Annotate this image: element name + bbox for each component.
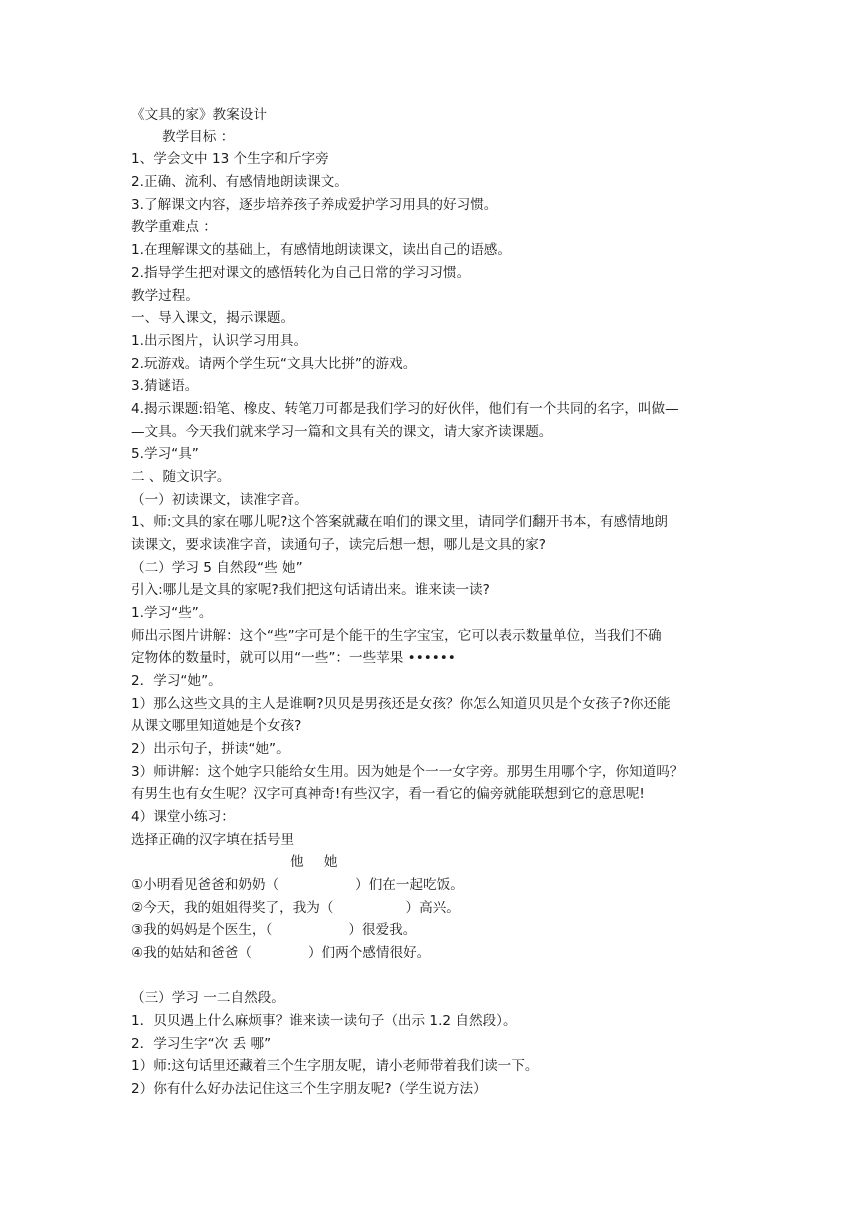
part1-item: 1.出示图片，认识学习用具。 <box>131 333 308 349</box>
sec2-line: 1）那么这些文具的主人是谁啊?贝贝是男孩还是女孩？你怎么知道贝贝是个女孩子?你还能 <box>131 696 671 712</box>
part1-item: —文具。今天我们就来学习一篇和文具有关的课文，请大家齐读课题。 <box>131 424 553 440</box>
sec2-line: 师出示图片讲解：这个“些”字可是个能干的生字宝宝，它可以表示数量单位，当我们不确 <box>131 628 662 644</box>
document-title: 《文具的家》教案设计 <box>131 107 267 123</box>
sec2-line: 定物体的数量时，就可以用“一些”：一些苹果 •••••• <box>131 650 456 666</box>
goal-item: 1、学会文中 13 个生字和斤字旁 <box>131 151 329 167</box>
part2-heading: 二 、随文识字。 <box>131 469 231 485</box>
part1-item: 2.玩游戏。请两个学生玩“文具大比拼”的游戏。 <box>131 356 417 372</box>
sec2-line: 从课文哪里知道她是个女孩? <box>131 718 302 734</box>
exercise-item: ③我的妈妈是个医生，（ ）很爱我。 <box>131 922 417 938</box>
sec3-line: 2）你有什么好办法记住这三个生字朋友呢?（学生说方法） <box>131 1081 487 1097</box>
sec3-line: 1）师:这句话里还藏着三个生字朋友呢，请小老师带着我们读一下。 <box>131 1058 539 1074</box>
sec2-line: 2．学习“她”。 <box>131 673 222 689</box>
key-point-item: 2.指导学生把对课文的感悟转化为自己日常的学习习惯。 <box>131 265 471 281</box>
sec3-line: 2．学习生字“次 丢 哪” <box>131 1036 272 1052</box>
part1-item: 4.揭示课题:铅笔、橡皮、转笔刀可都是我们学习的好伙伴，他们有一个共同的名字，叫做— <box>131 401 679 417</box>
sec3-heading: （三）学习 一二自然段。 <box>131 990 285 1006</box>
sec1-line: 1、师:文具的家在哪儿呢?这个答案就藏在咱们的课文里，请同学们翻开书本，有感情地朗 <box>131 514 669 530</box>
key-points-heading: 教学重难点 ： <box>131 219 217 235</box>
sec1-heading: （一）初读课文，读准字音。 <box>131 492 308 508</box>
sec2-line: 有男生也有女生呢？汉字可真神奇!有些汉字，看一看它的偏旁就能联想到它的意思呢! <box>131 786 645 802</box>
key-point-item: 1.在理解课文的基础上，有感情地朗读课文，读出自己的语感。 <box>131 242 511 258</box>
sec3-line: 1．贝贝遇上什么麻烦事？谁来读一读句子（出示 1.2 自然段）。 <box>131 1013 517 1029</box>
sec2-line: 引入:哪儿是文具的家呢?我们把这句话请出来。谁来读一读? <box>131 582 490 598</box>
exercise-choices: 他 她 <box>290 854 338 870</box>
part1-item: 5.学习“具” <box>131 446 199 462</box>
sec2-line: 3）师讲解：这个她字只能给女生用。因为她是个一一女字旁。那男生用哪个字，你知道吗？ <box>131 764 684 780</box>
goal-item: 2.正确、流利、有感情地朗读课文。 <box>131 174 348 190</box>
sec2-line: 1.学习“些”。 <box>131 605 213 621</box>
goals-heading: 教学目标 ： <box>162 129 235 145</box>
sec2-line: 选择正确的汉字填在括号里 <box>131 832 295 848</box>
goal-item: 3.了解课文内容，逐步培养孩子养成爱护学习用具的好习惯。 <box>131 197 498 213</box>
part1-item: 3.猜谜语。 <box>131 378 199 394</box>
sec2-line: 4）课堂小练习： <box>131 809 235 825</box>
sec2-heading: （二）学习 5 自然段“些 她” <box>131 560 303 576</box>
sec1-line: 读课文，要求读准字音，读通句子，读完后想一想，哪儿是文具的家? <box>131 537 547 553</box>
exercise-item: ①小明看见爸爸和奶奶（ ）们在一起吃饭。 <box>131 877 464 893</box>
exercise-item: ④我的姑姑和爸爸（ ）们两个感情很好。 <box>131 945 431 961</box>
sec2-line: 2）出示句子，拼读“她”。 <box>131 741 290 757</box>
process-heading: 教学过程。 <box>131 288 199 304</box>
part1-heading: 一、导入课文，揭示课题。 <box>131 310 295 326</box>
exercise-item: ②今天，我的姐姐得奖了，我为（ ）高兴。 <box>131 900 460 916</box>
